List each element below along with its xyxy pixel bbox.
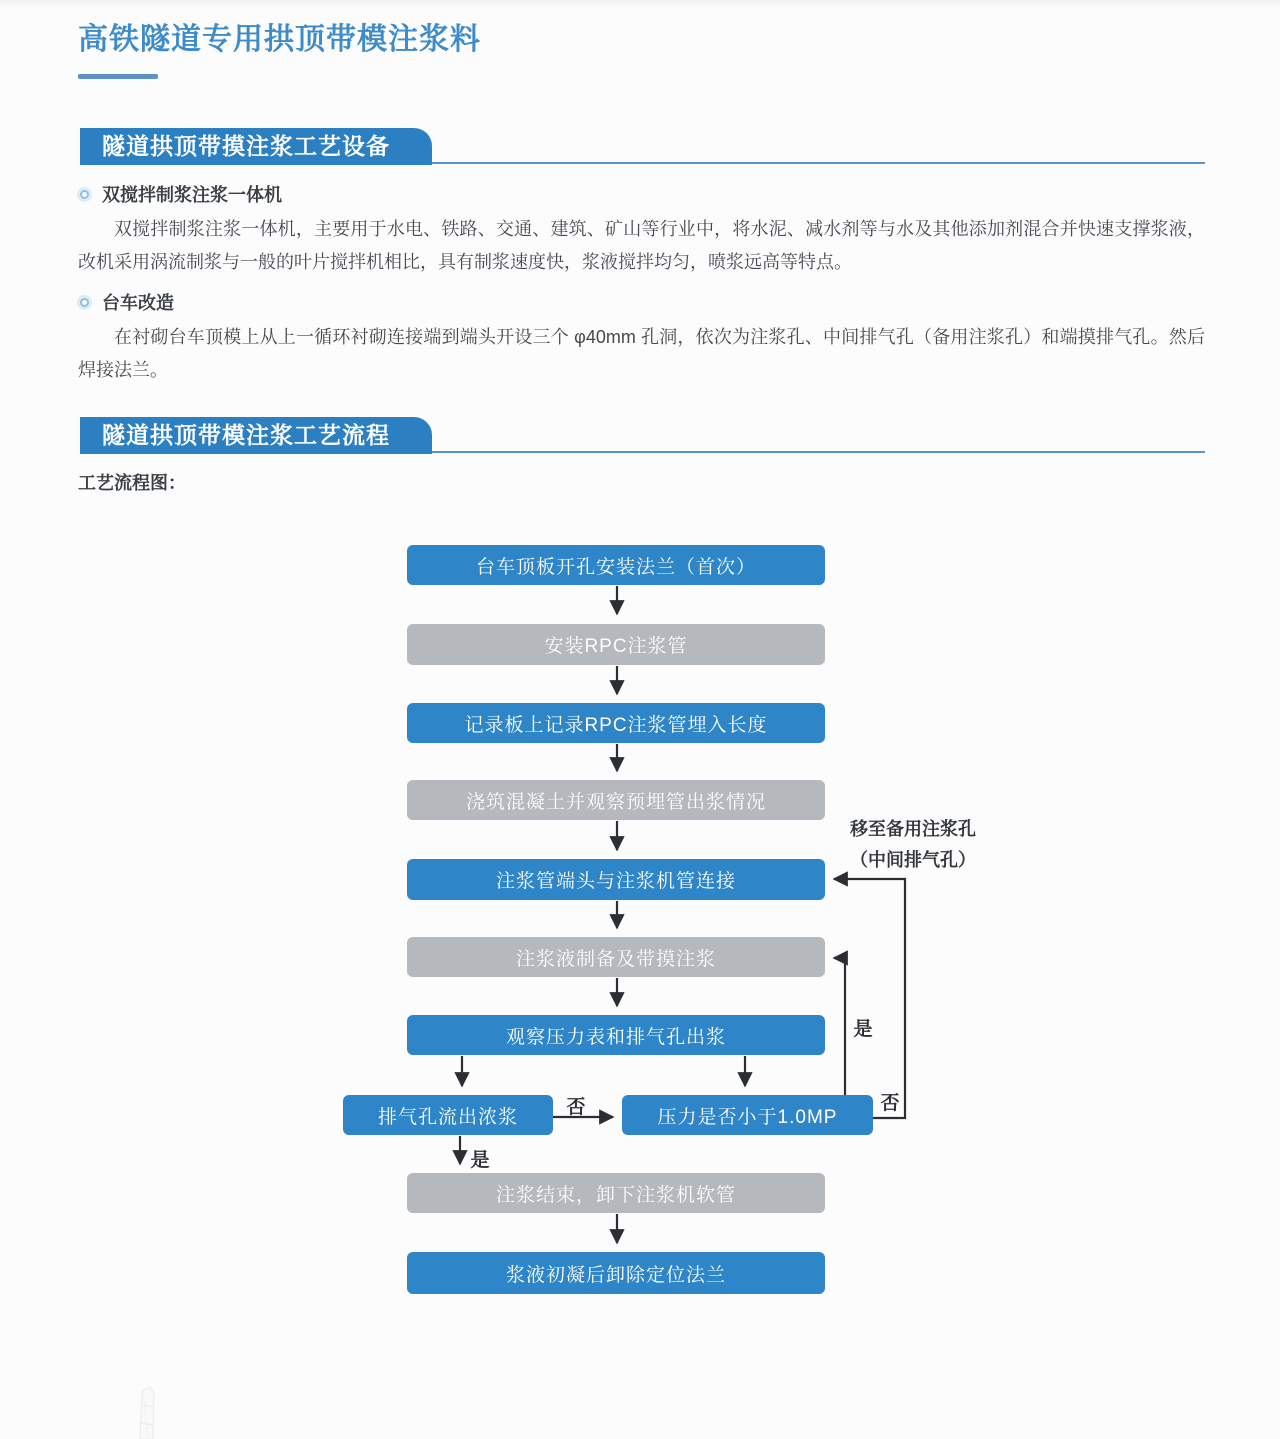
flow-decision-thick-grout: 排气孔流出浓浆 — [343, 1095, 553, 1135]
equipment-item-2-body: 在衬砌台车顶模上从上一循环衬砌连接端到端头开设三个 φ40mm 孔洞，依次为注浆孔、中间排气孔（备用注浆孔）和端摸排气孔。然后焊接法兰。 — [78, 327, 1205, 380]
edge-label-yes-1: 是 — [470, 1150, 490, 1171]
flow-diagram-label: 工艺流程图： — [78, 473, 186, 493]
ring-bullet-icon — [80, 190, 89, 199]
flow-note-backup-hole — [839, 814, 987, 876]
edge-label-yes-2: 是 — [853, 1019, 873, 1040]
flowchart — [0, 530, 1280, 1340]
flow-step-install-rpc-pipe: 安装RPC注浆管 — [407, 624, 825, 665]
edge-label-no-1: 否 — [566, 1097, 586, 1118]
building-watermark-icon — [126, 1383, 170, 1439]
equipment-item-1-heading: 双搅拌制浆注浆一体机 — [102, 185, 282, 205]
section-badge-equipment: 隧道拱顶带摸注浆工艺设备 — [80, 128, 432, 165]
ring-bullet-icon — [80, 298, 89, 307]
flow-step-finish-grouting: 注浆结束，卸下注浆机软管 — [407, 1173, 825, 1213]
edge-label-no-2: 否 — [880, 1093, 900, 1114]
equipment-content — [78, 181, 1205, 397]
flow-step-prepare-grout: 注浆液制备及带摸注浆 — [407, 937, 825, 977]
flow-step-remove-flange: 浆液初凝后卸除定位法兰 — [407, 1252, 825, 1294]
flow-step-drill-install-flange: 台车顶板开孔安装法兰（首次） — [407, 545, 825, 585]
page-title: 高铁隧道专用拱顶带模注浆料 — [78, 23, 481, 56]
section-badge-process: 隧道拱顶带模注浆工艺流程 — [80, 417, 432, 454]
flow-note-line-2: （中间排气孔） — [850, 850, 976, 870]
equipment-item-2-heading-row — [80, 289, 1205, 315]
equipment-item-1-body: 双搅拌制浆注浆一体机，主要用于水电、铁路、交通、建筑、矿山等行业中，将水泥、减水剂等与水及其他添加剂混合并快速支撑浆液，改机采用涡流制浆与一般的叶片搅拌机相比，具有制浆速度快，浆液搅拌均匀，喷浆远高等特点。 — [78, 219, 1205, 272]
flow-step-observe-pressure: 观察压力表和排气孔出浆 — [407, 1015, 825, 1055]
flow-note-line-1: 移至备用注浆孔 — [850, 819, 976, 839]
equipment-item-2-heading: 台车改造 — [102, 293, 174, 313]
title-underline — [78, 74, 158, 79]
flow-step-connect-grout-pipe: 注浆管端头与注浆机管连接 — [407, 859, 825, 900]
equipment-item-1-heading-row — [80, 181, 1205, 207]
flow-decision-pressure: 压力是否小于1.0MP — [622, 1095, 873, 1135]
flow-step-pour-concrete: 浇筑混凝土并观察预埋管出浆情况 — [407, 780, 825, 820]
flow-step-record-pipe-length: 记录板上记录RPC注浆管埋入长度 — [407, 703, 825, 743]
top-edge-shade — [0, 0, 1280, 8]
